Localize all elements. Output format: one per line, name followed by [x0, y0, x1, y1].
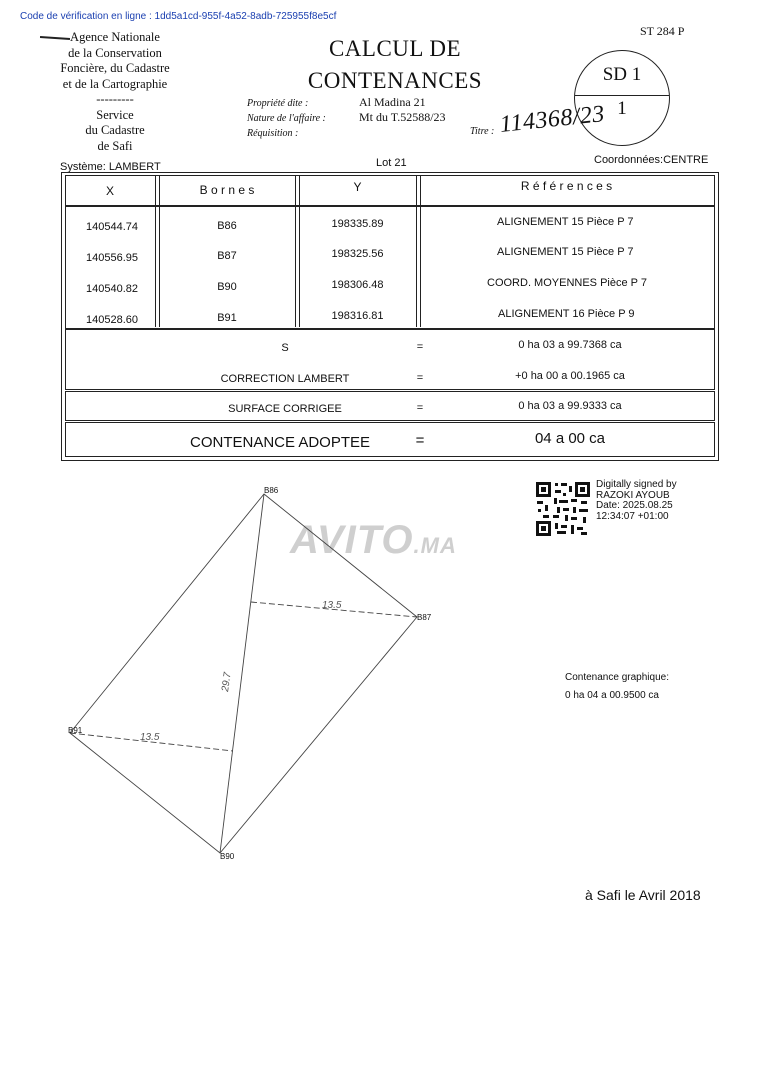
place-date: à Safi le Avril 2018 [585, 887, 701, 903]
cell-borne: B86 [217, 220, 237, 232]
header-x: X [105, 184, 114, 198]
dimension-label: 13.5 [322, 600, 342, 611]
nature-label: Nature de l'affaire : [247, 113, 326, 124]
point-label-b86: B86 [264, 486, 279, 495]
cell-ref: ALIGNEMENT 15 Pièce P 7 [497, 216, 634, 228]
coordonnees: Coordonnées:CENTRE [594, 154, 709, 166]
cell-borne: B90 [217, 281, 237, 293]
graphique-label: Contenance graphique: [565, 672, 669, 683]
lot: Lot 21 [376, 157, 407, 169]
cell-ref: ALIGNEMENT 16 Pièce P 9 [498, 308, 635, 320]
requisition-label: Réquisition : [247, 128, 299, 139]
cell-x: 140540.82 [86, 283, 138, 295]
header-bornes: B o r n e s [199, 183, 255, 197]
correction-equals: = [416, 372, 424, 384]
header-y: Y [353, 180, 362, 194]
dimension-label: 13.5 [140, 732, 160, 743]
cell-y: 198325.56 [331, 248, 384, 260]
contenance-label: CONTENANCE ADOPTEE [189, 434, 371, 451]
contenance-value: 04 a 00 ca [534, 430, 606, 447]
parcel-outline [70, 494, 417, 853]
cell-x: 140556.95 [86, 252, 138, 264]
titre-value: 114368/23 [498, 101, 607, 138]
title-line-2: CONTENANCES [307, 68, 483, 93]
cell-borne: B91 [217, 312, 237, 324]
point-label-b87: B87 [417, 613, 432, 622]
signature-line: 12:34:07 +01:00 [596, 510, 669, 522]
systeme: Système: LAMBERT [60, 161, 161, 173]
cell-x: 140528.60 [86, 314, 138, 326]
cell-borne: B87 [217, 250, 237, 262]
cell-ref: COORD. MOYENNES Pièce P 7 [487, 277, 647, 289]
signature-line: Digitally signed by [596, 479, 677, 490]
point-label-b90: B90 [220, 852, 235, 861]
propriete-value: Al Madina 21 [359, 95, 426, 109]
surface-equals: = [416, 402, 424, 414]
watermark-main: AVITO [290, 518, 414, 562]
cell-x: 140544.74 [86, 221, 138, 233]
agency-line: Agence Nationale [70, 30, 160, 44]
signature-line: RAZOKI AYOUB [596, 489, 670, 501]
point-label-b91: B91 [68, 726, 83, 735]
correction-value: +0 ha 00 a 00.1965 ca [515, 370, 625, 382]
agency-line: de Safi [97, 138, 133, 153]
s-value: 0 ha 03 a 99.7368 ca [518, 339, 622, 351]
propriete-label: Propriété dite : [247, 98, 309, 109]
sd-bottom: 1 [617, 98, 627, 119]
sd-top: SD 1 [602, 64, 642, 85]
s-equals: = [416, 341, 424, 353]
s-label: S [281, 342, 289, 354]
contenance-equals: = [415, 432, 425, 449]
correction-label: CORRECTION LAMBERT [220, 373, 350, 385]
agency-line: et de la Cartographie [62, 76, 168, 91]
document-code: ST 284 P [640, 24, 685, 38]
agency-separator: --------- [96, 92, 134, 106]
cell-y: 198335.89 [331, 218, 384, 230]
header-references: R é f é r e n c e s [520, 179, 613, 193]
agency-line: de la Conservation [68, 45, 162, 60]
agency-line: Foncière, du Cadastre [60, 61, 170, 75]
nature-value: Mt du T.52588/23 [359, 110, 446, 124]
surface-value: 0 ha 03 a 99.9333 ca [518, 400, 622, 412]
cell-ref: ALIGNEMENT 15 Pièce P 7 [497, 246, 634, 258]
graphique-value: 0 ha 04 a 00.9500 ca [565, 690, 659, 701]
cell-y: 198316.81 [331, 310, 384, 322]
dimension-label: 29.7 [220, 671, 234, 693]
titre-label: Titre : [470, 126, 495, 137]
agency-line: Service [96, 107, 134, 122]
verification-code: Code de vérification en ligne : 1dd5a1cd-955f-4a52-8adb-725955f8e5cf [20, 11, 337, 22]
watermark-suffix: .MA [413, 533, 457, 558]
signature-line: Date: 2025.08.25 [596, 500, 673, 511]
agency-line: du Cadastre [85, 123, 145, 137]
surface-label: SURFACE CORRIGEE [228, 403, 342, 415]
cell-y: 198306.48 [331, 279, 384, 291]
title-line-1: CALCUL DE [328, 36, 462, 61]
